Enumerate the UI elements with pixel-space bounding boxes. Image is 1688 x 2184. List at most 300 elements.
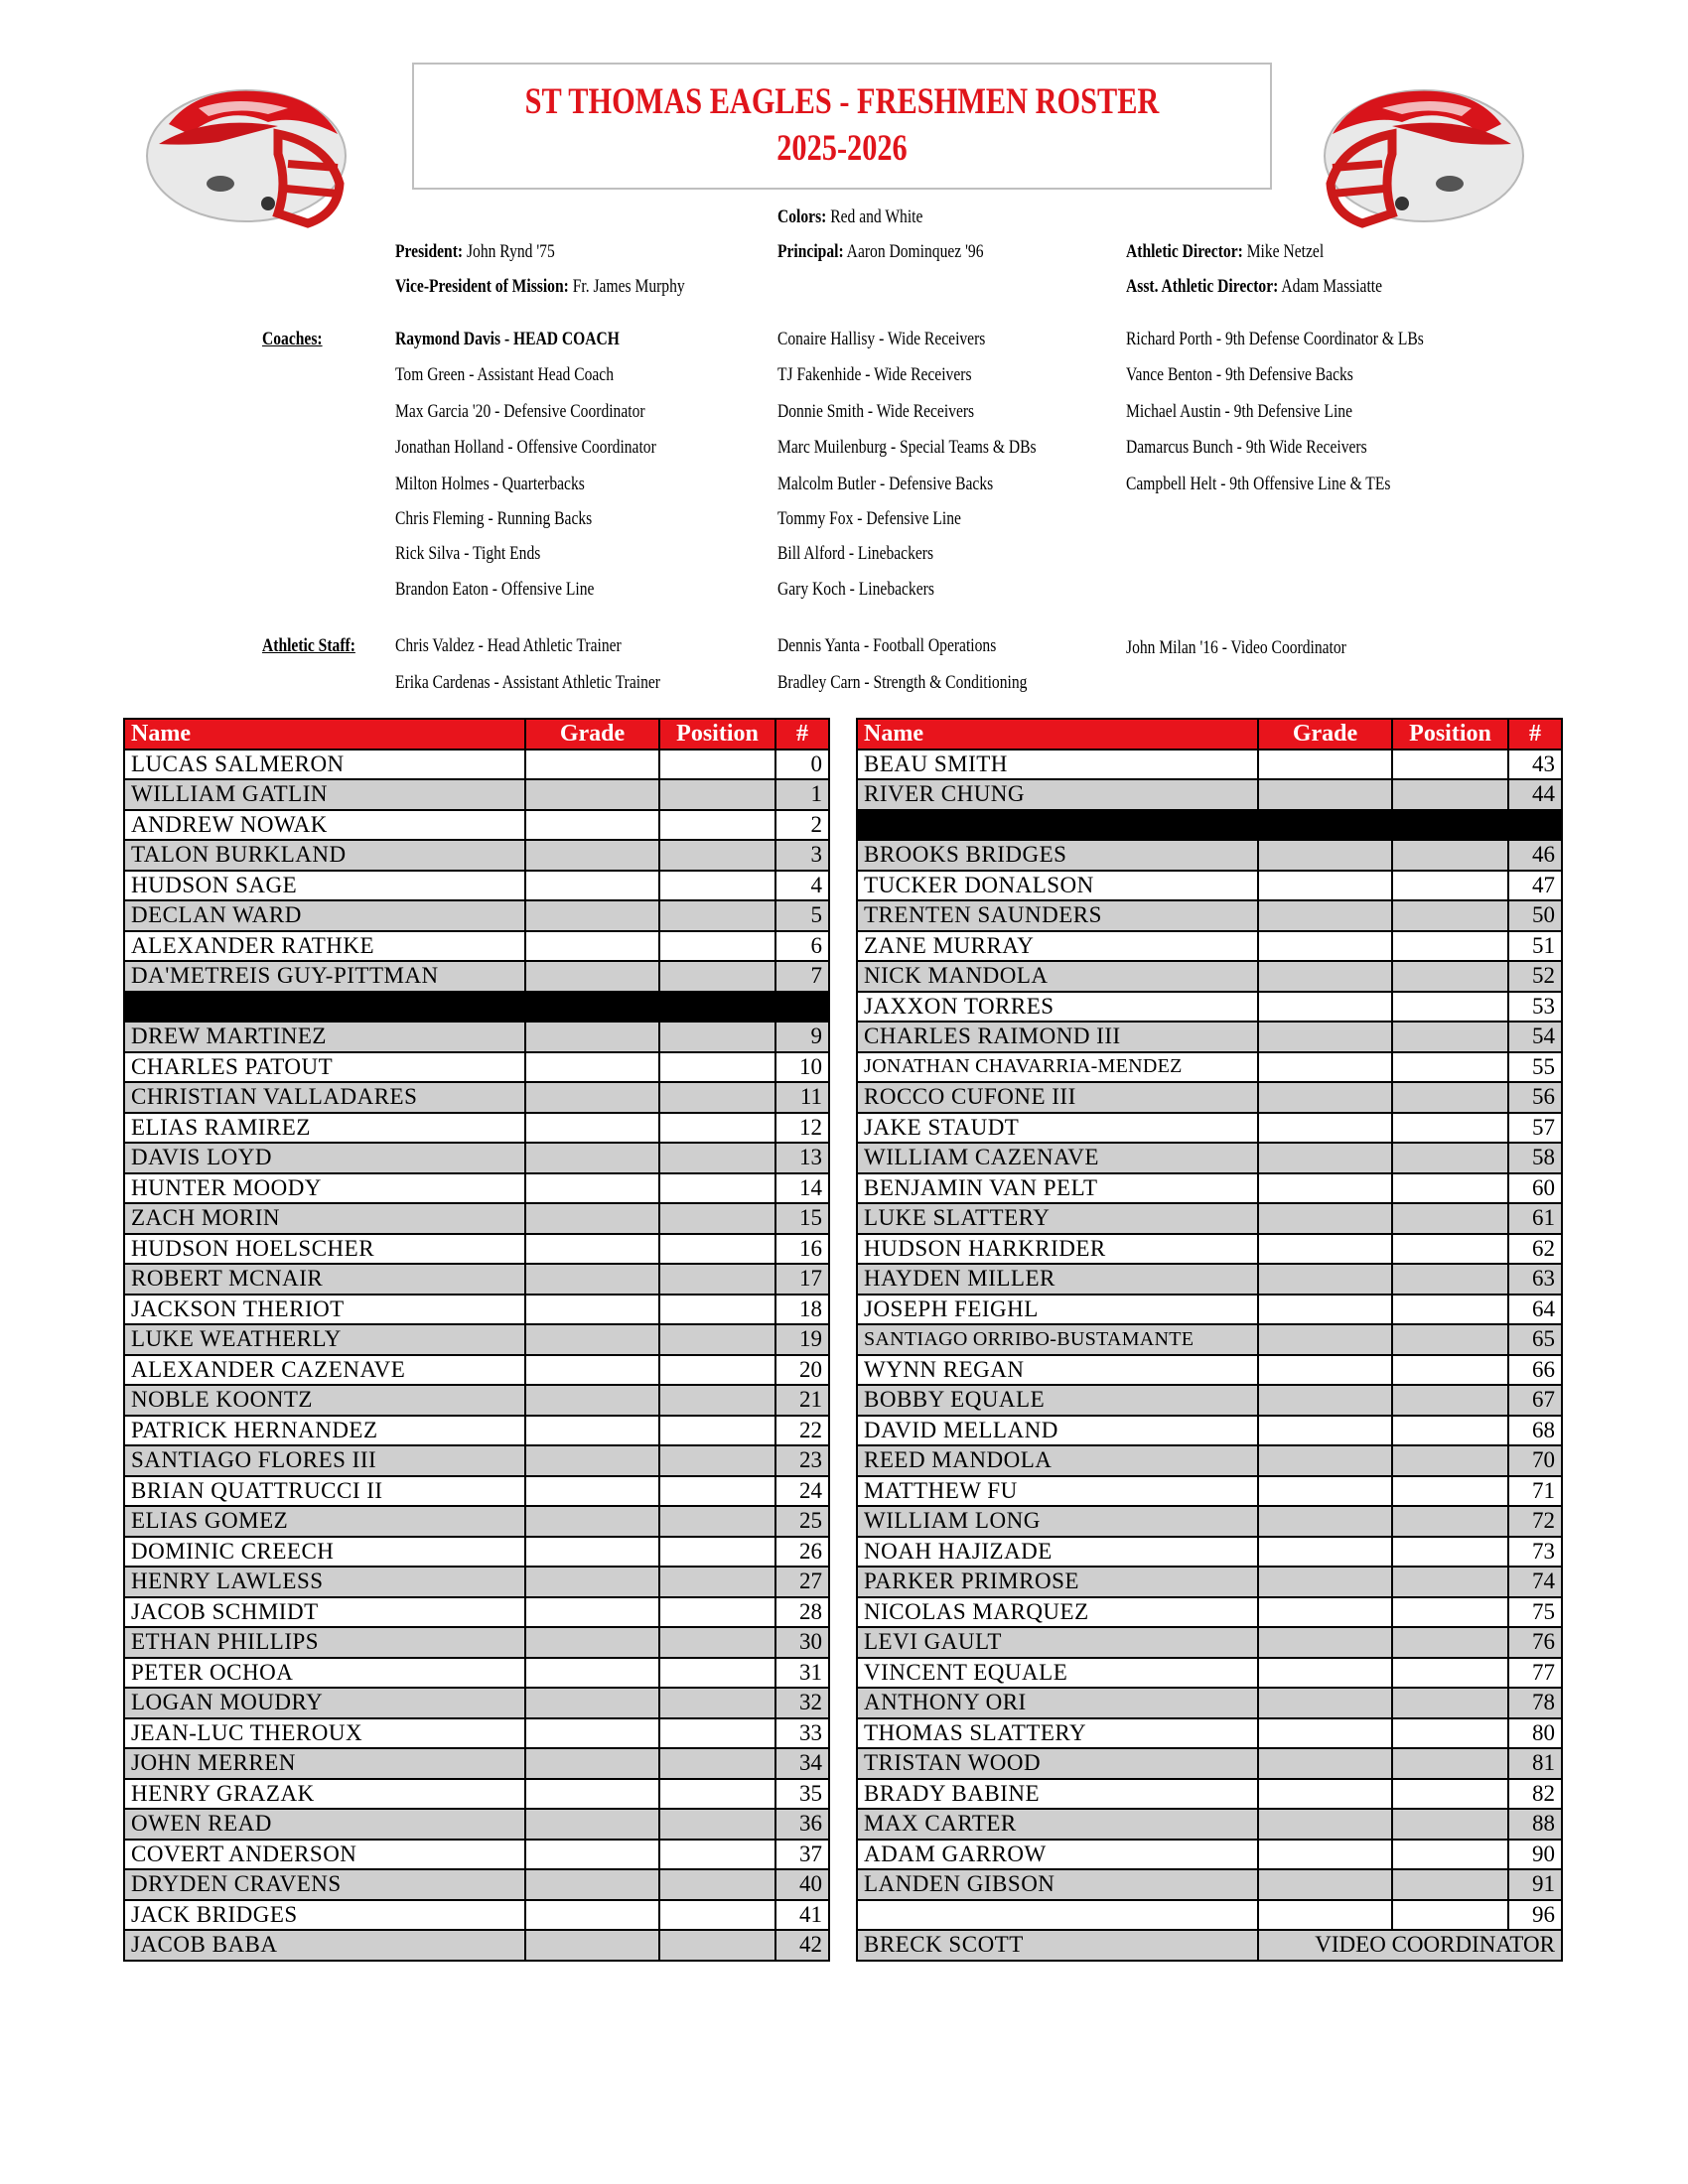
president-line: President: John Rynd '75	[395, 241, 555, 262]
player-name: PATRICK HERNANDEZ	[124, 1416, 525, 1446]
player-name: PARKER PRIMROSE	[857, 1567, 1258, 1597]
grade-cell	[525, 1627, 659, 1658]
position-cell	[659, 1295, 775, 1325]
position-cell	[1392, 779, 1508, 810]
staff-member: Dennis Yanta - Football Operations	[777, 635, 997, 656]
jersey-number: 41	[775, 1900, 829, 1931]
eagle-helmet-logo-right	[1313, 65, 1541, 233]
jersey-number: 28	[775, 1597, 829, 1628]
position-cell	[659, 779, 775, 810]
name-header: Name	[124, 719, 525, 750]
staff-member: Richard Porth - 9th Defense Coordinator & LBs	[1126, 329, 1424, 349]
table-row	[857, 1234, 1562, 1265]
player-name: COVERT ANDERSON	[124, 1840, 525, 1870]
staff-member: Erika Cardenas - Assistant Athletic Trainer	[395, 672, 660, 693]
jersey-number: 7	[775, 961, 829, 992]
table-row	[857, 961, 1562, 992]
player-name: BEAU SMITH	[857, 750, 1258, 780]
player-name: DAVID MELLAND	[857, 1416, 1258, 1446]
player-name: ZANE MURRAY	[857, 931, 1258, 962]
staff-member: Jonathan Holland - Offensive Coordinator	[395, 437, 656, 458]
jersey-number: 57	[1508, 1113, 1562, 1144]
position-cell	[659, 1234, 775, 1265]
table-row	[124, 1355, 829, 1386]
jersey-number: 54	[1508, 1022, 1562, 1052]
position-cell	[659, 1264, 775, 1295]
position-cell	[659, 871, 775, 901]
jersey-number: 51	[1508, 931, 1562, 962]
jersey-number: 60	[1508, 1173, 1562, 1204]
player-name: ZACH MORIN	[124, 1203, 525, 1234]
jersey-number: 0	[775, 750, 829, 780]
grade-cell	[525, 992, 659, 1023]
position-cell	[659, 1022, 775, 1052]
table-row	[124, 1597, 829, 1628]
table-row	[124, 1627, 829, 1658]
position-cell	[1392, 1779, 1508, 1810]
position-cell	[1392, 871, 1508, 901]
grade-cell	[1258, 1113, 1392, 1144]
position-cell	[659, 1537, 775, 1568]
grade-cell	[1258, 1869, 1392, 1900]
position-cell	[659, 1173, 775, 1204]
table-row	[857, 1869, 1562, 1900]
player-name: NICK MANDOLA	[857, 961, 1258, 992]
player-name: DAVIS LOYD	[124, 1143, 525, 1173]
jersey-number: 26	[775, 1537, 829, 1568]
position-cell	[1392, 1718, 1508, 1749]
grade-cell	[1258, 840, 1392, 871]
grade-cell	[525, 871, 659, 901]
jersey-number: 1	[775, 779, 829, 810]
jersey-number: 44	[1508, 779, 1562, 810]
staff-member: Conaire Hallisy - Wide Receivers	[777, 329, 986, 349]
grade-cell	[525, 1022, 659, 1052]
player-name: BOBBY EQUALE	[857, 1385, 1258, 1416]
table-row	[857, 1688, 1562, 1718]
player-name: NOBLE KOONTZ	[124, 1385, 525, 1416]
grade-cell	[525, 1052, 659, 1083]
staff-member: TJ Fakenhide - Wide Receivers	[777, 364, 972, 385]
table-row	[857, 1445, 1562, 1476]
grade-header: Grade	[1258, 719, 1392, 750]
jersey-number: 30	[775, 1627, 829, 1658]
staff-member: Tommy Fox - Defensive Line	[777, 508, 961, 529]
season-label: 2025-2026	[776, 128, 908, 169]
table-row	[124, 1506, 829, 1537]
grade-cell	[525, 750, 659, 780]
jersey-number: 4	[775, 871, 829, 901]
position-cell	[1392, 1385, 1508, 1416]
number-header: #	[1508, 719, 1562, 750]
position-cell	[1392, 931, 1508, 962]
grade-cell	[1258, 961, 1392, 992]
grade-cell	[525, 1295, 659, 1325]
table-row	[124, 1052, 829, 1083]
position-cell	[659, 992, 775, 1023]
jersey-number: 36	[775, 1809, 829, 1840]
table-row	[124, 1900, 829, 1931]
grade-cell	[1258, 1234, 1392, 1265]
player-name: BRADY BABINE	[857, 1779, 1258, 1810]
position-cell	[1392, 1506, 1508, 1537]
grade-cell	[525, 1476, 659, 1507]
position-cell	[659, 1688, 775, 1718]
player-name: LOGAN MOUDRY	[124, 1688, 525, 1718]
player-name: MATTHEW FU	[857, 1476, 1258, 1507]
table-row	[124, 1537, 829, 1568]
grade-cell	[525, 1718, 659, 1749]
position-cell	[1392, 1476, 1508, 1507]
grade-cell	[525, 1809, 659, 1840]
grade-cell	[525, 1173, 659, 1204]
grade-cell	[1258, 900, 1392, 931]
player-name: WILLIAM GATLIN	[124, 779, 525, 810]
grade-cell	[1258, 1173, 1392, 1204]
jersey-number: 88	[1508, 1809, 1562, 1840]
player-name: MAX CARTER	[857, 1809, 1258, 1840]
player-name: DOMINIC CREECH	[124, 1537, 525, 1568]
table-row	[124, 1748, 829, 1779]
jersey-number: 58	[1508, 1143, 1562, 1173]
table-row	[124, 1022, 829, 1052]
table-row	[124, 1809, 829, 1840]
grade-cell	[525, 1658, 659, 1689]
player-name: LUKE WEATHERLY	[124, 1324, 525, 1355]
jersey-number: 40	[775, 1869, 829, 1900]
jersey-number: 67	[1508, 1385, 1562, 1416]
jersey-number: 2	[775, 810, 829, 841]
grade-cell	[1258, 1203, 1392, 1234]
grade-cell	[525, 1567, 659, 1597]
staff-member: Brandon Eaton - Offensive Line	[395, 579, 595, 600]
jersey-number: 50	[1508, 900, 1562, 931]
player-name: DREW MARTINEZ	[124, 1022, 525, 1052]
player-name: DA'METREIS GUY-PITTMAN	[124, 961, 525, 992]
jersey-number: 53	[1508, 992, 1562, 1023]
jersey-number: 65	[1508, 1324, 1562, 1355]
player-name: WILLIAM LONG	[857, 1506, 1258, 1537]
grade-cell	[1258, 810, 1392, 841]
position-cell	[659, 1355, 775, 1386]
jersey-number: 70	[1508, 1445, 1562, 1476]
player-name: SANTIAGO FLORES III	[124, 1445, 525, 1476]
table-row	[124, 1445, 829, 1476]
position-cell	[1392, 1173, 1508, 1204]
table-row	[857, 1203, 1562, 1234]
staff-member: Gary Koch - Linebackers	[777, 579, 934, 600]
table-row	[857, 1718, 1562, 1749]
jersey-number: 9	[775, 1022, 829, 1052]
table-row	[124, 871, 829, 901]
table-row	[124, 1718, 829, 1749]
position-cell	[1392, 1355, 1508, 1386]
jersey-number: 61	[1508, 1203, 1562, 1234]
player-name: JACK BRIDGES	[124, 1900, 525, 1931]
position-cell	[659, 1445, 775, 1476]
player-name: JACOB BABA	[124, 1930, 525, 1961]
asst-athletic-director-line: Asst. Athletic Director: Adam Massiatte	[1126, 276, 1383, 297]
colors-line: Colors: Red and White	[777, 206, 923, 227]
player-name: TALON BURKLAND	[124, 840, 525, 871]
grade-cell	[525, 840, 659, 871]
player-name: LUKE SLATTERY	[857, 1203, 1258, 1234]
position-cell	[1392, 992, 1508, 1023]
role-cell: VIDEO COORDINATOR	[1258, 1930, 1562, 1961]
player-name: HUDSON HARKRIDER	[857, 1234, 1258, 1265]
table-row	[124, 1234, 829, 1265]
position-cell	[659, 1416, 775, 1446]
grade-cell	[525, 1597, 659, 1628]
position-cell	[1392, 1264, 1508, 1295]
principal-line: Principal: Aaron Dominquez '96	[777, 241, 984, 262]
table-row	[124, 1567, 829, 1597]
table-row	[857, 810, 1562, 841]
table-row	[124, 1416, 829, 1446]
table-row	[857, 1295, 1562, 1325]
eagle-helmet-logo-left	[129, 65, 357, 233]
table-row	[857, 1416, 1562, 1446]
player-name: BENJAMIN VAN PELT	[857, 1173, 1258, 1204]
jersey-number: 33	[775, 1718, 829, 1749]
player-name: BRECK SCOTT	[857, 1930, 1258, 1961]
position-cell	[659, 1869, 775, 1900]
table-row	[124, 1930, 829, 1961]
table-row	[857, 1809, 1562, 1840]
jersey-number: 10	[775, 1052, 829, 1083]
jersey-number: 35	[775, 1779, 829, 1810]
table-row	[857, 750, 1562, 780]
grade-cell	[525, 1264, 659, 1295]
athletic-staff-label: Athletic Staff:	[262, 635, 355, 656]
player-name: ANTHONY ORI	[857, 1688, 1258, 1718]
table-row	[124, 750, 829, 780]
grade-cell	[1258, 1082, 1392, 1113]
staff-member: Malcolm Butler - Defensive Backs	[777, 474, 994, 494]
table-row	[857, 1355, 1562, 1386]
table-row	[857, 1658, 1562, 1689]
jersey-number: 80	[1508, 1718, 1562, 1749]
jersey-number: 76	[1508, 1627, 1562, 1658]
jersey-number: 17	[775, 1264, 829, 1295]
jersey-number: 12	[775, 1113, 829, 1144]
staff-member: Campbell Helt - 9th Offensive Line & TEs	[1126, 474, 1391, 494]
player-name: ADAM GARROW	[857, 1840, 1258, 1870]
position-cell	[659, 1506, 775, 1537]
table-row	[124, 1688, 829, 1718]
grade-cell	[525, 1840, 659, 1870]
player-name: REED MANDOLA	[857, 1445, 1258, 1476]
grade-cell	[1258, 1052, 1392, 1083]
jersey-number: 43	[1508, 750, 1562, 780]
grade-cell	[525, 1203, 659, 1234]
position-cell	[1392, 1809, 1508, 1840]
player-name: ELIAS GOMEZ	[124, 1506, 525, 1537]
jersey-number: 62	[1508, 1234, 1562, 1265]
grade-cell	[525, 1445, 659, 1476]
player-name: WILLIAM CAZENAVE	[857, 1143, 1258, 1173]
player-name: LANDEN GIBSON	[857, 1869, 1258, 1900]
position-cell	[1392, 1840, 1508, 1870]
player-name: CHARLES PATOUT	[124, 1052, 525, 1083]
jersey-number: 18	[775, 1295, 829, 1325]
roster-table-right	[856, 718, 1563, 1962]
table-row	[124, 1295, 829, 1325]
grade-cell	[1258, 931, 1392, 962]
player-name: HAYDEN MILLER	[857, 1264, 1258, 1295]
position-cell	[1392, 1022, 1508, 1052]
jersey-number: 11	[775, 1082, 829, 1113]
player-name: SANTIAGO ORRIBO-BUSTAMANTE	[857, 1324, 1258, 1355]
table-row	[857, 1385, 1562, 1416]
jersey-number: 13	[775, 1143, 829, 1173]
position-cell	[659, 1203, 775, 1234]
table-row	[124, 779, 829, 810]
staff-member: Vance Benton - 9th Defensive Backs	[1126, 364, 1353, 385]
table-row	[124, 840, 829, 871]
staff-member: Donnie Smith - Wide Receivers	[777, 401, 975, 422]
table-row	[857, 1052, 1562, 1083]
grade-cell	[1258, 1900, 1392, 1931]
position-cell	[1392, 750, 1508, 780]
player-name: TRISTAN WOOD	[857, 1748, 1258, 1779]
player-name: HENRY GRAZAK	[124, 1779, 525, 1810]
position-cell	[1392, 1445, 1508, 1476]
position-cell	[659, 961, 775, 992]
table-row	[857, 1173, 1562, 1204]
position-cell	[659, 1627, 775, 1658]
position-cell	[659, 1143, 775, 1173]
table-row	[124, 1113, 829, 1144]
grade-cell	[1258, 1143, 1392, 1173]
jersey-number: 66	[1508, 1355, 1562, 1386]
grade-cell	[1258, 1476, 1392, 1507]
table-row	[857, 1143, 1562, 1173]
player-name: PETER OCHOA	[124, 1658, 525, 1689]
jersey-number: 23	[775, 1445, 829, 1476]
table-row	[857, 1537, 1562, 1568]
table-row	[857, 840, 1562, 871]
jersey-number: 78	[1508, 1688, 1562, 1718]
player-name: ANDREW NOWAK	[124, 810, 525, 841]
jersey-number: 52	[1508, 961, 1562, 992]
jersey-number: 14	[775, 1173, 829, 1204]
grade-cell	[525, 1748, 659, 1779]
table-row	[857, 931, 1562, 962]
player-name: DRYDEN CRAVENS	[124, 1869, 525, 1900]
player-name	[124, 992, 525, 1023]
grade-cell	[1258, 1385, 1392, 1416]
position-cell	[1392, 1203, 1508, 1234]
jersey-number: 25	[775, 1506, 829, 1537]
jersey-number: 81	[1508, 1748, 1562, 1779]
position-cell	[1392, 1324, 1508, 1355]
table-row	[857, 1476, 1562, 1507]
grade-cell	[1258, 1506, 1392, 1537]
player-name: ETHAN PHILLIPS	[124, 1627, 525, 1658]
grade-cell	[1258, 1445, 1392, 1476]
grade-cell	[1258, 1809, 1392, 1840]
position-cell	[659, 1324, 775, 1355]
jersey-number: 24	[775, 1476, 829, 1507]
table-row	[124, 931, 829, 962]
grade-cell	[525, 1113, 659, 1144]
position-cell	[1392, 1113, 1508, 1144]
grade-cell	[1258, 750, 1392, 780]
jersey-number: 64	[1508, 1295, 1562, 1325]
player-name: ELIAS RAMIREZ	[124, 1113, 525, 1144]
position-cell	[1392, 1567, 1508, 1597]
position-cell	[659, 1476, 775, 1507]
grade-cell	[1258, 1658, 1392, 1689]
table-row	[857, 1264, 1562, 1295]
table-row	[124, 1869, 829, 1900]
jersey-number: 21	[775, 1385, 829, 1416]
grade-cell	[1258, 1718, 1392, 1749]
position-cell	[659, 900, 775, 931]
grade-cell	[1258, 992, 1392, 1023]
player-name: THOMAS SLATTERY	[857, 1718, 1258, 1749]
staff-member: Rick Silva - Tight Ends	[395, 543, 541, 564]
grade-cell	[1258, 779, 1392, 810]
staff-member: Raymond Davis - HEAD COACH	[395, 329, 620, 349]
grade-cell	[1258, 1748, 1392, 1779]
table-row	[857, 1597, 1562, 1628]
position-cell	[1392, 1416, 1508, 1446]
staff-member: Milton Holmes - Quarterbacks	[395, 474, 585, 494]
jersey-number: 55	[1508, 1052, 1562, 1083]
player-name: ROBERT MCNAIR	[124, 1264, 525, 1295]
table-row	[857, 871, 1562, 901]
jersey-number: 47	[1508, 871, 1562, 901]
position-cell	[659, 1779, 775, 1810]
position-cell	[1392, 1082, 1508, 1113]
grade-cell	[1258, 1264, 1392, 1295]
grade-cell	[525, 1416, 659, 1446]
grade-cell	[525, 1234, 659, 1265]
player-name: OWEN READ	[124, 1809, 525, 1840]
jersey-number: 20	[775, 1355, 829, 1386]
position-header: Position	[1392, 719, 1508, 750]
grade-cell	[525, 1143, 659, 1173]
jersey-number: 91	[1508, 1869, 1562, 1900]
jersey-number: 63	[1508, 1264, 1562, 1295]
grade-cell	[525, 1355, 659, 1386]
jersey-number: 27	[775, 1567, 829, 1597]
player-name: RIVER CHUNG	[857, 779, 1258, 810]
position-cell	[659, 1385, 775, 1416]
player-name: JOSEPH FEIGHL	[857, 1295, 1258, 1325]
table-row	[857, 1900, 1562, 1931]
table-row	[857, 1506, 1562, 1537]
table-row	[124, 1143, 829, 1173]
position-cell	[1392, 961, 1508, 992]
jersey-number	[1508, 810, 1562, 841]
staff-member: Chris Valdez - Head Athletic Trainer	[395, 635, 622, 656]
player-name: TUCKER DONALSON	[857, 871, 1258, 901]
position-cell	[1392, 900, 1508, 931]
table-row	[857, 992, 1562, 1023]
position-cell	[1392, 1537, 1508, 1568]
position-cell	[659, 1082, 775, 1113]
grade-header: Grade	[525, 719, 659, 750]
name-header: Name	[857, 719, 1258, 750]
position-cell	[659, 1658, 775, 1689]
player-name: TRENTEN SAUNDERS	[857, 900, 1258, 931]
table-row	[124, 1476, 829, 1507]
position-cell	[659, 1900, 775, 1931]
position-cell	[1392, 1295, 1508, 1325]
